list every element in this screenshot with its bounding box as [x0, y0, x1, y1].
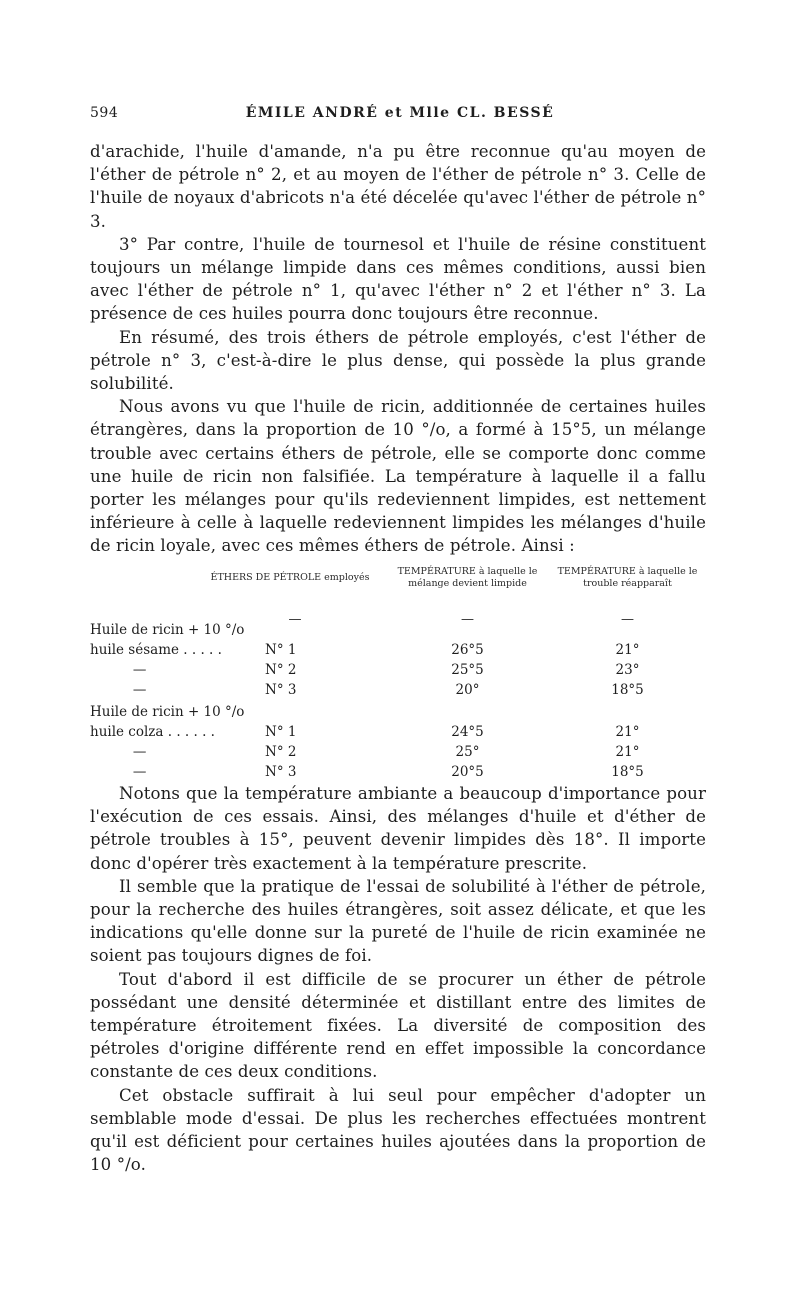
trouble-temperature: 18°5 [611, 764, 644, 780]
trouble-temperature: 21° [615, 724, 640, 740]
limpid-temperature: 25°5 [451, 662, 484, 678]
row-label: — [90, 682, 147, 698]
limpid-temperature: 26°5 [451, 642, 484, 658]
row-label: huile colza . . . . . . [90, 724, 215, 740]
text-block-bottom [90, 782, 706, 1176]
ether-number: N° 1 [265, 642, 297, 658]
ether-number: N° 1 [265, 724, 297, 740]
trouble-temperature: 23° [615, 662, 640, 678]
table-row [90, 722, 706, 742]
header-title: ÉMILE ANDRÉ et Mlle CL. BESSÉ [245, 105, 555, 121]
table-header-ethers: ÉTHERS DE PÉTROLE employés [210, 572, 370, 583]
table-row [90, 660, 706, 680]
header-dash: — [288, 612, 302, 627]
paragraph: Il semble que la pratique de l'essai de solubilité à l'éther de pétrole, pour la recherche des huiles étrangères, soit assez délicate, et que les indications qu'elle donne sur la pureté de l'huile de ricin examinée ne soient pas toujours dignes de foi. [90, 876, 706, 966]
row-label: — [90, 764, 147, 780]
paragraph: Tout d'abord il est difficile de se procurer un éther de pétrole possédant une densité déterminée et distillant entre des limites de température étroitement fixées. La diversité de composition des pétroles d'origine différente rend en effet impossible la concordance constante de ces deux conditions. [90, 969, 706, 1082]
limpid-temperature: 25° [455, 744, 480, 760]
paragraph: Cet obstacle suffirait à lui seul pour empêcher d'adopter un semblable mode d'essai. De plus les recherches effectuées montrent qu'il est déficient pour certaines huiles ajoutées dans la proportion de 10 °/o. [90, 1085, 706, 1175]
table-row [90, 762, 706, 782]
table-header-limpid-temperature: TEMPÉRATURE à laquelle le mélange devient limpide [397, 566, 538, 589]
text-block-top [90, 140, 706, 558]
table-row [90, 620, 706, 640]
paragraph: d'arachide, l'huile d'amande, n'a pu être reconnue qu'au moyen de l'éther de pétrole n° 2, et au moyen de l'éther de pétrole n° 3. Celle de l'huile de noyaux d'abricots n'a été décelée qu'avec l'éther de pétrole n° 3. [90, 142, 706, 231]
table-row [90, 742, 706, 762]
page-number: 594 [90, 105, 119, 121]
paragraph: 3° Par contre, l'huile de tournesol et l'huile de résine constituent toujours un mélange limpide dans ces mêmes conditions, aussi bien avec l'éther de pétrole n° 1, qu'avec l'éther n° 2 et l'éther n° 3. La présence de ces huiles pourra donc toujours être reconnue. [90, 234, 706, 324]
ether-number: N° 2 [265, 744, 297, 760]
running-head [90, 105, 710, 127]
ether-number: N° 2 [265, 662, 297, 678]
row-label: Huile de ricin + 10 °/o [90, 704, 245, 720]
limpid-temperature: 20° [455, 682, 480, 698]
paragraph: En résumé, des trois éthers de pétrole employés, c'est l'éther de pétrole n° 3, c'est-à-dire le plus dense, qui possède la plus grande solubilité. [90, 327, 706, 394]
trouble-temperature: 21° [615, 642, 640, 658]
row-label: Huile de ricin + 10 °/o [90, 622, 245, 638]
header-dash: — [621, 612, 634, 627]
row-label: huile sésame . . . . . [90, 642, 222, 658]
ether-number: N° 3 [265, 682, 297, 698]
table-row [90, 640, 706, 660]
header-dash: — [461, 612, 474, 627]
paragraph: Nous avons vu que l'huile de ricin, additionnée de certaines huiles étrangères, dans la proportion de 10 °/o, a formé à 15°5, un mélange trouble avec certains éthers de pétrole, elle se comporte donc comme une huile de ricin non falsifiée. La température à laquelle il a fallu porter les mélanges pour qu'ils redeviennent limpides, est nettement inférieure à celle à laquelle redeviennent limpides les mélanges d'huile de ricin loyale, avec ces mêmes éthers de pétrole. Ainsi : [90, 397, 706, 556]
limpid-temperature: 20°5 [451, 764, 484, 780]
ether-number: N° 3 [265, 764, 297, 780]
limpid-temperature: 24°5 [451, 724, 484, 740]
table-row [90, 702, 706, 722]
paragraph: Notons que la température ambiante a beaucoup d'importance pour l'exécution de ces essais. Ainsi, des mélanges d'huile et d'éther de pétrole troubles à 15°, peuvent devenir limpides dès 18°. Il importe donc d'opérer très exactement à la température prescrite. [90, 784, 706, 873]
trouble-temperature: 21° [615, 744, 640, 760]
row-label: — [90, 744, 147, 760]
table-header-trouble-temperature: TEMPÉRATURE à laquelle le trouble réapparaît [557, 566, 698, 589]
row-label: — [90, 662, 147, 678]
table-row [90, 680, 706, 700]
trouble-temperature: 18°5 [611, 682, 644, 698]
